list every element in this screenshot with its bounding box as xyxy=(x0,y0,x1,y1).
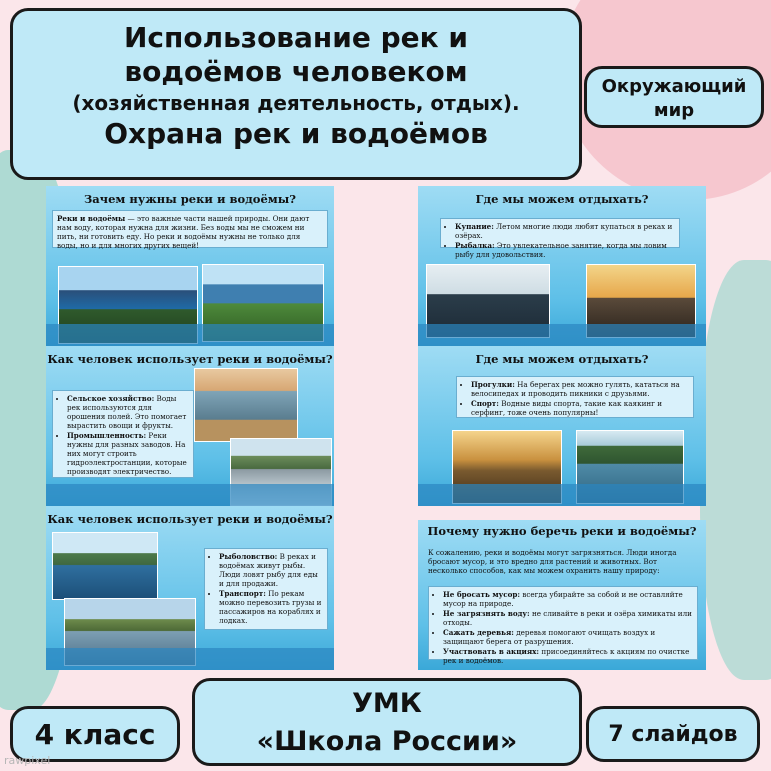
slide-5-wave xyxy=(418,484,706,506)
grade-badge: 4 класс xyxy=(10,706,180,762)
slide-4-wave xyxy=(418,324,706,346)
title-line-4: Охрана рек и водоёмов xyxy=(104,117,488,150)
list-item: • Спорт: Водные виды спорта, такие как каякинг и серфинг, тоже очень популярны! xyxy=(471,399,689,417)
slide-1-text: Реки и водоёмы — это важные части нашей природы. Они дают нам воду, которая нужна для жизни. Без воды мы не сможем ни пить, ни готовить еду. Но реки и водоёмы нужны не только для воды, но и для многих других вещей! xyxy=(52,210,328,248)
list-item: • Не бросать мусор: всегда убирайте за собой и не оставляйте мусор на природе. xyxy=(443,590,693,608)
slide-2-text xyxy=(52,390,194,478)
umk-line-1: УМК xyxy=(352,688,422,719)
list-item: • Рыболовство: В реках и водоёмах живут рыбы. Люди ловят рыбу для еды и для продажи. xyxy=(219,552,323,588)
umk-line-2: «Школа России» xyxy=(256,726,518,757)
slide-5-title: Где мы можем отдыхать? xyxy=(475,352,649,366)
slide-4-text xyxy=(440,218,680,259)
slide-1-wave xyxy=(46,324,334,346)
title-line-3: (хозяйственная деятельность, отдых). xyxy=(72,91,520,115)
photo-fishing-boat xyxy=(52,532,158,600)
slide-3 xyxy=(46,506,334,670)
slide-6-title: Почему нужно беречь реки и водоёмы? xyxy=(427,524,697,538)
slide-2-wave xyxy=(46,484,334,506)
slides-count-badge: 7 слайдов xyxy=(586,706,760,762)
slide-1-title: Зачем нужны реки и водоёмы? xyxy=(83,192,297,206)
slide-6-text xyxy=(428,586,698,665)
slide-6-intro: К сожалению, реки и водоёмы могут загрязняться. Люди иногда бросают мусор, и это вредно для растений и животных. Вот несколько способов, как мы можем охранить нашу природу: xyxy=(428,548,677,575)
list-item: • Прогулки: На берегах рек можно гулять, кататься на велосипедах и проводить пикники с друзьями. xyxy=(471,380,689,398)
umk-badge xyxy=(192,678,582,766)
list-item: • Купание: Летом многие люди любят купаться в реках и озёрах. xyxy=(455,222,675,240)
slide-3-text xyxy=(204,548,328,630)
slide-6 xyxy=(418,520,706,670)
watermark: rawpixel xyxy=(4,754,51,767)
list-item: • Рыбалка: Это увлекательное занятие, когда мы ловим рыбу для удовольствия. xyxy=(455,241,675,259)
slide-4-title: Где мы можем отдыхать? xyxy=(475,192,649,206)
subject-badge xyxy=(584,66,764,128)
list-item: • Сельское хозяйство: Воды рек используются для орошения полей. Это помогает вырастить овощи и фрукты. xyxy=(67,394,189,430)
cover-title xyxy=(10,8,582,180)
title-line-2: водоёмов человеком xyxy=(124,55,468,88)
list-item: • Участвовать в акциях: присоединяйтесь к акциям по очистке рек и водоёмов. xyxy=(443,647,693,665)
slide-5 xyxy=(418,346,706,506)
slide-3-title: Как человек использует реки и водоёмы? xyxy=(47,512,333,526)
list-item: • Не загрязнять воду: не сливайте в реки и озёра химикаты или отходы. xyxy=(443,609,693,627)
slide-5-text xyxy=(456,376,694,418)
slide-1 xyxy=(46,186,334,346)
list-item: • Промышленность: Реки нужны для разных заводов. На них могут строить гидроэлектростанции, которые производят электричество. xyxy=(67,431,189,476)
slide-4 xyxy=(418,186,706,346)
slide-2 xyxy=(46,346,334,506)
list-item: • Сажать деревья: деревья помогают очищать воздух и защищают берега от разрушения. xyxy=(443,628,693,646)
title-line-1: Использование рек и xyxy=(123,21,469,54)
slide-2-title: Как человек использует реки и водоёмы? xyxy=(47,352,333,366)
bg-blob-teal-right xyxy=(700,260,771,680)
list-item: • Транспорт: По рекам можно перевозить грузы и пассажиров на кораблях и лодках. xyxy=(219,589,323,625)
photo-irrigation xyxy=(194,368,298,442)
slide-3-wave xyxy=(46,648,334,670)
subject-line-2: мир xyxy=(653,100,695,121)
subject-line-1: Окружающий xyxy=(601,76,747,97)
